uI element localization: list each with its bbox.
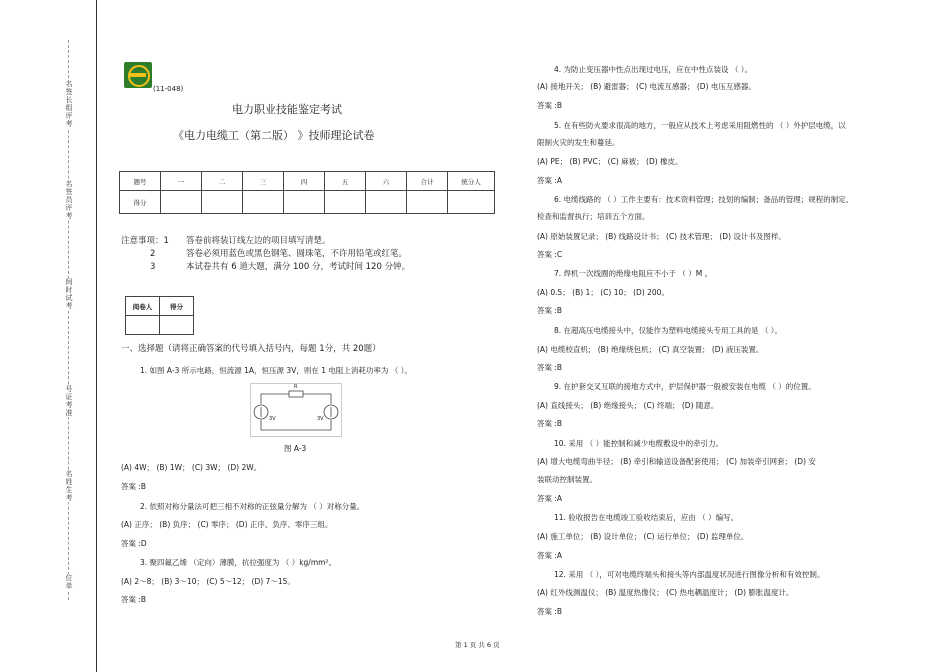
question-1-text: 1. 如图 A-3 所示电路，恒流源 1A，恒压源 3V，则在 1 电阻上消耗功率为 （ ）。 xyxy=(140,366,412,375)
score-header-cell: 题号 xyxy=(120,172,161,191)
question-4-text: 4. 为防止变压器中性点出现过电压，应在中性点装设 （ ）。 xyxy=(554,65,753,74)
question-12-answer: 答案 :B xyxy=(537,607,563,616)
question-6-options: (A) 原始装置记录； (B) 线路设计书； (C) 技术管理； (D) 设计书及图样。 xyxy=(537,232,786,241)
question-10-answer: 答案 :A xyxy=(537,494,563,503)
circuit-label-r: R xyxy=(294,384,298,390)
question-6-text-cont: 检查和监督执行；培训五个方面。 xyxy=(537,212,650,221)
question-2-text: 2. 依照对称分量法可把三相不对称的正弦量分解为 （ ）对称分量。 xyxy=(140,502,365,511)
question-9-options: (A) 直线接头； (B) 绝缘接头； (C) 终端； (D) 随意。 xyxy=(537,401,719,410)
score-table-header-row xyxy=(120,172,495,191)
margin-label-grader: 名签员评考 xyxy=(65,180,73,220)
question-7-answer: 答案 :B xyxy=(537,306,563,315)
question-10-text: 10. 采用 （ ）能控制和减少电缆敷设中的牵引力。 xyxy=(554,439,724,448)
notes-label-text: 注意事项：1 xyxy=(121,236,169,246)
exam-title: 电力职业技能鉴定考试 xyxy=(232,103,342,116)
question-3-answer: 答案 :B xyxy=(121,595,147,604)
score-header-cell: 二 xyxy=(202,172,243,191)
score-table xyxy=(119,171,495,214)
figure-caption: 图 A-3 xyxy=(284,444,307,453)
circuit-figure xyxy=(250,383,342,437)
paper-code: (11-048) xyxy=(153,85,184,93)
score-header-cell: 四 xyxy=(284,172,325,191)
score-header-cell: 六 xyxy=(366,172,407,191)
question-5-text-cont: 限制火灾的发生和蔓延。 xyxy=(537,138,620,147)
question-11-options: (A) 施工单位； (B) 设计单位； (C) 运行单位； (D) 监理单位。 xyxy=(537,532,749,541)
question-5-options: (A) PE； (B) PVC； (C) 麻被； (D) 橡皮。 xyxy=(537,157,683,166)
question-2-options: (A) 正序； (B) 负序； (C) 零序； (D) 正序、负序、零序三组。 xyxy=(121,520,333,529)
margin-label-chief-grader: 名签长组评考 xyxy=(65,80,73,128)
grader-cell[interactable] xyxy=(126,316,160,335)
score-header-cell: 五 xyxy=(325,172,366,191)
grader-header: 阅卷人 xyxy=(126,297,160,316)
grader-score-cell[interactable] xyxy=(160,316,194,335)
question-6-text: 6. 电缆线路的 （ ）工作主要有：技术资料管理；技划的编制；备品的管理；规程的制定、 xyxy=(554,195,854,204)
question-1-options: (A) 4W； (B) 1W； (C) 3W； (D) 2W。 xyxy=(121,463,262,472)
section-1-title: 一、选择题（请将正确答案的代号填入括号内，每题 1分，共 20题） xyxy=(121,344,381,354)
grader-table xyxy=(125,296,194,335)
circuit-label-left: 3V xyxy=(269,416,276,422)
question-5-text: 5. 在有些防火要求很高的地方，一般应从技术上考虑采用阻燃性的 （ ）外护层电缆，以 xyxy=(554,121,846,130)
question-3-options: (A) 2～8； (B) 3～10； (C) 5～12； (D) 7～15。 xyxy=(121,577,295,586)
question-8-options: (A) 电缆校直机； (B) 绝缘绕包机； (C) 真空装置； (D) 液压装置。 xyxy=(537,345,764,354)
score-header-cell: 一 xyxy=(161,172,202,191)
score-cell[interactable] xyxy=(284,191,325,214)
score-cell[interactable] xyxy=(448,191,495,214)
score-cell[interactable] xyxy=(161,191,202,214)
score-cell[interactable] xyxy=(325,191,366,214)
question-10-options-cont: 装联动控制装置。 xyxy=(537,475,597,484)
question-4-answer: 答案 :B xyxy=(537,101,563,110)
page-number: 第 1 页 共 6 页 xyxy=(455,641,500,649)
question-3-text: 3. 聚四氟乙烯 （定向）薄膜，抗拉强度为 （ ）kg/mm²。 xyxy=(140,558,336,567)
note-item-3-num: 3 xyxy=(150,262,156,272)
question-7-text: 7. 焊机一次线圈的绝缘电阻应不小于 （ ）M 。 xyxy=(554,269,713,278)
question-8-answer: 答案 :B xyxy=(537,363,563,372)
question-9-answer: 答案 :B xyxy=(537,419,563,428)
score-table-score-row xyxy=(120,191,495,214)
question-12-text: 12. 采用 （ ），可对电缆终端头和接头等内部温度状况进行图像分析和有效控制。 xyxy=(554,570,825,579)
question-11-answer: 答案 :A xyxy=(537,551,563,560)
score-row-label: 得分 xyxy=(120,191,161,214)
notes-label xyxy=(121,236,169,247)
question-2-answer: 答案 :D xyxy=(121,539,147,548)
question-10-options: (A) 增大电缆弯曲半径； (B) 牵引和输送设备配套使用； (C) 加装牵引网套； (D) 安 xyxy=(537,457,816,466)
score-header-cell: 统分人 xyxy=(448,172,495,191)
note-item-2-num: 2 xyxy=(150,249,156,259)
exam-logo-icon xyxy=(124,62,152,88)
grader-score-header: 得分 xyxy=(160,297,194,316)
question-9-text: 9. 在护套交叉互联的接地方式中，护层保护器一般被安装在电缆 （ ）的位置。 xyxy=(554,382,816,391)
circuit-label-right: 3V xyxy=(317,416,324,422)
question-8-text: 8. 在超高压电缆接头中，仅能作为塑料电缆接头专用工具的是 （ ）。 xyxy=(554,326,783,335)
question-4-options: (A) 接地开关； (B) 避雷器； (C) 电流互感器； (D) 电压互感器。 xyxy=(537,82,756,91)
note-item-2: 答卷必须用蓝色或黑色钢笔、圆珠笔，不许用铅笔或红笔。 xyxy=(186,249,408,259)
question-6-answer: 答案 :C xyxy=(537,250,563,259)
question-12-options: (A) 红外线测温仪； (B) 温度热像仪； (C) 热电耦温度计； (D) 膨胀温度计。 xyxy=(537,588,794,597)
note-item-3: 本试卷共有 6 道大题，满分 100 分，考试时间 120 分钟。 xyxy=(186,262,411,272)
margin-label-exam-time: 间时试考 xyxy=(65,278,73,310)
question-7-options: (A) 0.5； (B) 1； (C) 10； (D) 200。 xyxy=(537,288,669,297)
margin-label-unit: 位单 xyxy=(65,574,73,590)
score-cell[interactable] xyxy=(202,191,243,214)
question-1-answer: 答案 :B xyxy=(121,482,147,491)
binding-line xyxy=(96,0,97,672)
margin-label-candidate-name: 名姓生考 xyxy=(65,470,73,502)
score-cell[interactable] xyxy=(243,191,284,214)
score-cell[interactable] xyxy=(407,191,448,214)
circuit-diagram xyxy=(251,384,341,436)
question-5-answer: 答案 :A xyxy=(537,176,563,185)
score-header-cell: 合计 xyxy=(407,172,448,191)
question-11-text: 11. 验收报告在电缆竣工验收结束后，应由 （ ）编写。 xyxy=(554,513,739,522)
margin-label-admission-no: 号证考准 xyxy=(65,385,73,417)
note-item-1: 答卷前将装订线左边的项目填写清楚。 xyxy=(186,236,331,246)
score-header-cell: 三 xyxy=(243,172,284,191)
score-cell[interactable] xyxy=(366,191,407,214)
paper-title: 《电力电缆工（第二版） 》技师理论试卷 xyxy=(173,129,375,142)
